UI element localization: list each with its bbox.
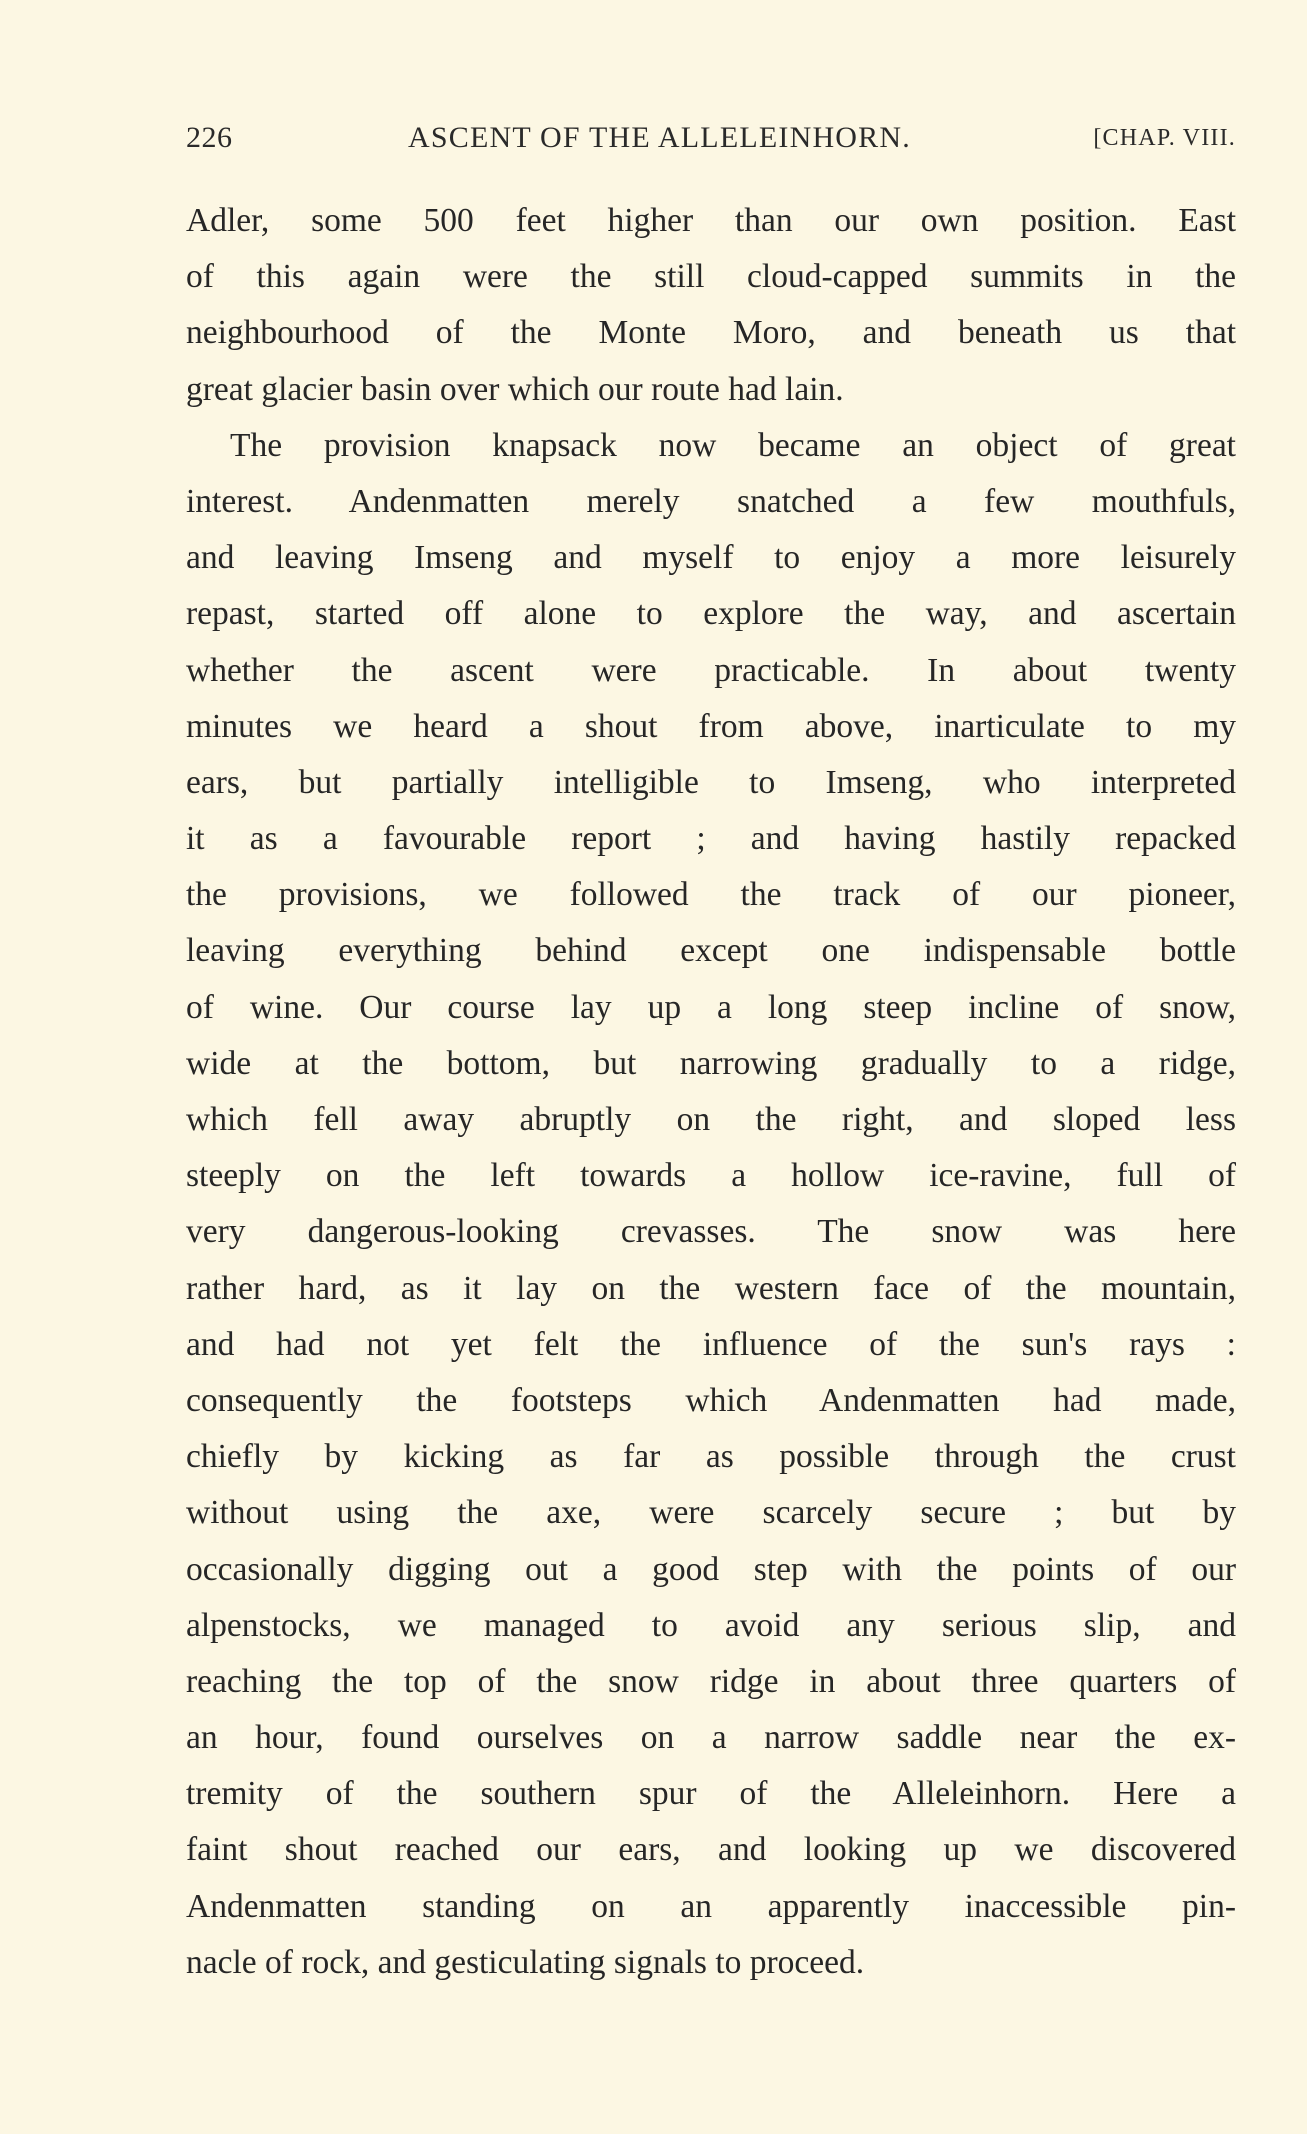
text-line: occasionally digging out a good step with the points of our	[186, 1550, 1236, 1588]
text-line: minutes we heard a shout from above, inarticulate to my	[186, 707, 1236, 745]
text-line: repast, started off alone to explore the way, and ascertain	[186, 595, 1236, 633]
page-number: 226	[186, 121, 233, 154]
text-line: without using the axe, were scarcely secure ; but by	[186, 1494, 1236, 1532]
text-line: rather hard, as it lay on the western face of the mountain,	[186, 1269, 1236, 1307]
text-line: an hour, found ourselves on a narrow saddle near the ex-	[186, 1719, 1236, 1757]
text-line: ears, but partially intelligible to Imseng, who interpreted	[186, 763, 1236, 801]
text-line: alpenstocks, we managed to avoid any serious slip, and	[186, 1606, 1236, 1644]
text-line: tremity of the southern spur of the Alleleinhorn. Here a	[186, 1775, 1236, 1813]
text-line: Adler, some 500 feet higher than our own position. East	[186, 202, 1236, 239]
text-line: of this again were the still cloud-capped summits in the	[186, 258, 1236, 296]
text-line: it as a favourable report ; and having hastily repacked	[186, 820, 1236, 858]
text-line: and had not yet felt the influence of the sun's rays :	[186, 1325, 1236, 1363]
text-line: which fell away abruptly on the right, and sloped less	[186, 1101, 1236, 1138]
text-line: Andenmatten standing on an apparently inaccessible pin-	[186, 1887, 1236, 1925]
text-line: chiefly by kicking as far as possible through the crust	[186, 1438, 1236, 1476]
text-line: leaving everything behind except one indispensable bottle	[186, 932, 1236, 970]
text-line: very dangerous-looking crevasses. The snow was here	[186, 1213, 1236, 1251]
body-text	[186, 193, 1236, 1991]
text-line: great glacier basin over which our route had lain.	[186, 370, 844, 408]
text-line: interest. Andenmatten merely snatched a few mouthfuls,	[186, 482, 1236, 520]
text-line: whether the ascent were practicable. In about twenty	[186, 651, 1236, 689]
text-line: faint shout reached our ears, and looking up we discovered	[186, 1831, 1236, 1869]
text-line: nacle of rock, and gesticulating signals to proceed.	[186, 1943, 865, 1981]
text-line: steeply on the left towards a hollow ice-ravine, full of	[186, 1157, 1236, 1195]
text-line: the provisions, we followed the track of our pioneer,	[186, 876, 1236, 914]
text-line: consequently the footsteps which Andenmatten had made,	[186, 1381, 1236, 1419]
text-line: reaching the top of the snow ridge in about three quarters of	[186, 1662, 1236, 1700]
running-head	[186, 121, 1236, 161]
chapter-label: [CHAP. VIII.	[1093, 125, 1236, 151]
text-line: and leaving Imseng and myself to enjoy a more leisurely	[186, 539, 1236, 577]
paragraph-start-line: The provision knapsack now became an object of great	[230, 426, 1236, 464]
running-title: ASCENT OF THE ALLELEINHORN.	[408, 121, 911, 154]
text-line: of wine. Our course lay up a long steep incline of snow,	[186, 988, 1236, 1026]
text-line: wide at the bottom, but narrowing gradually to a ridge,	[186, 1044, 1236, 1082]
text-line: neighbourhood of the Monte Moro, and beneath us that	[186, 314, 1236, 352]
